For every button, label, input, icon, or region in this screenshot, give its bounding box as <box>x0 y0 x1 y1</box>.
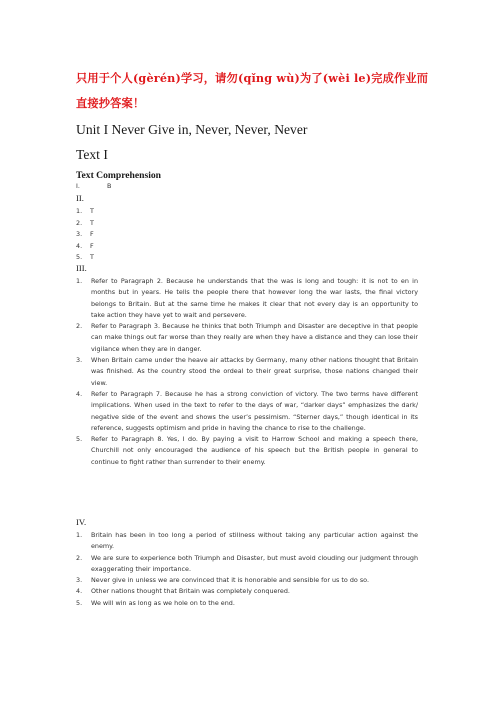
section-3-label: III. <box>76 263 87 273</box>
section-4-label: IV. <box>76 517 87 527</box>
list-item <box>76 321 418 355</box>
section-heading: Text Comprehension <box>76 170 162 181</box>
list-item <box>76 586 418 597</box>
section-4-list <box>76 530 418 609</box>
item-number: 2. <box>76 322 83 331</box>
section-1-label: I. <box>76 182 80 190</box>
item-number: 4. <box>76 241 83 250</box>
item-number: 3. <box>76 230 83 239</box>
unit-title: Unit I Never Give in, Never, Never, Never <box>76 122 308 137</box>
list-item <box>76 598 418 609</box>
section-2-label: II. <box>76 193 84 203</box>
list-item <box>76 553 418 576</box>
item-answer: T <box>90 253 94 262</box>
text-title: Text I <box>76 147 108 162</box>
list-item <box>76 355 418 389</box>
section-3-list <box>76 276 418 468</box>
list-item <box>76 276 418 321</box>
list-item <box>76 389 418 434</box>
item-text: We are sure to experience both Triumph and Disaster, but must avoid clouding our judgment through exaggerating their importance. <box>91 553 418 573</box>
item-answer: F <box>90 230 94 239</box>
item-answer: T <box>90 207 94 215</box>
section-1-answer: B <box>107 182 112 190</box>
section-1 <box>76 182 112 190</box>
red-notice: 只用于个人(gèrén)学习，请勿(qǐng wù)为了(wèi le)完成作业而直接抄答案！ <box>76 71 429 110</box>
item-number: 3. <box>76 356 83 365</box>
item-number: 1. <box>76 207 83 215</box>
item-answer: T <box>90 218 94 227</box>
item-number: 1. <box>76 531 83 539</box>
item-number: 4. <box>76 389 83 398</box>
item-text: Refer to Paragraph 7. Because he has a strong conviction of victory. The two terms have different implications. When used in the text to refer to the days of war, “darker days” emphasizes the dark/ negative side of the event and shows the user’s pessimism. “Sterner days,” though identical in its reference, suggests optimism and pride in having the chance to rise to the challenge. <box>91 389 418 432</box>
item-number: 5. <box>76 253 83 262</box>
item-number: 5. <box>76 435 83 444</box>
item-text: Other nations thought that Britain was completely conquered. <box>91 587 290 596</box>
list-item <box>76 434 418 468</box>
item-number: 2. <box>76 553 83 562</box>
item-text: We will win as long as we hole on to the end. <box>91 598 235 607</box>
list-item <box>76 530 418 553</box>
list-item <box>76 575 418 586</box>
item-text: Britain has been in too long a period of stillness without taking any particular action against the enemy. <box>91 531 418 551</box>
item-number: 5. <box>76 598 83 607</box>
item-text: Refer to Paragraph 2. Because he understands that the was is long and tough: it is not to en in months but in years. He tells the people there that however long the war lasts, the final victory belongs to Britain. But at the same time he makes it clear that not every day is an opportunity to take action they have yet to wait and persevere. <box>91 277 418 319</box>
item-number: 1. <box>76 277 83 285</box>
item-text: When Britain came under the heave air attacks by Germany, many other nations thought that Britain was finished. As the country stood the ordeal to their great surprise, those nations changed their view. <box>91 356 418 387</box>
item-number: 3. <box>76 576 83 585</box>
item-text: Never give in unless we are convinced that it is honorable and sensible for us to do so. <box>91 576 370 585</box>
item-text: Refer to Paragraph 3. Because he thinks that both Triumph and Disaster are deceptive in that people can make things out far worse than they really are when they have a distance and they can lose their vigilance when they are in danger. <box>91 322 418 353</box>
item-answer: F <box>90 241 94 250</box>
item-text: Refer to Paragraph 8. Yes, I do. By paying a visit to Harrow School and making a speech there, Churchill not only encouraged the audience of his speech but the British people in general to continue to fight rather than surrender to their enemy. <box>91 435 418 466</box>
item-number: 2. <box>76 218 83 227</box>
item-number: 4. <box>76 587 83 596</box>
